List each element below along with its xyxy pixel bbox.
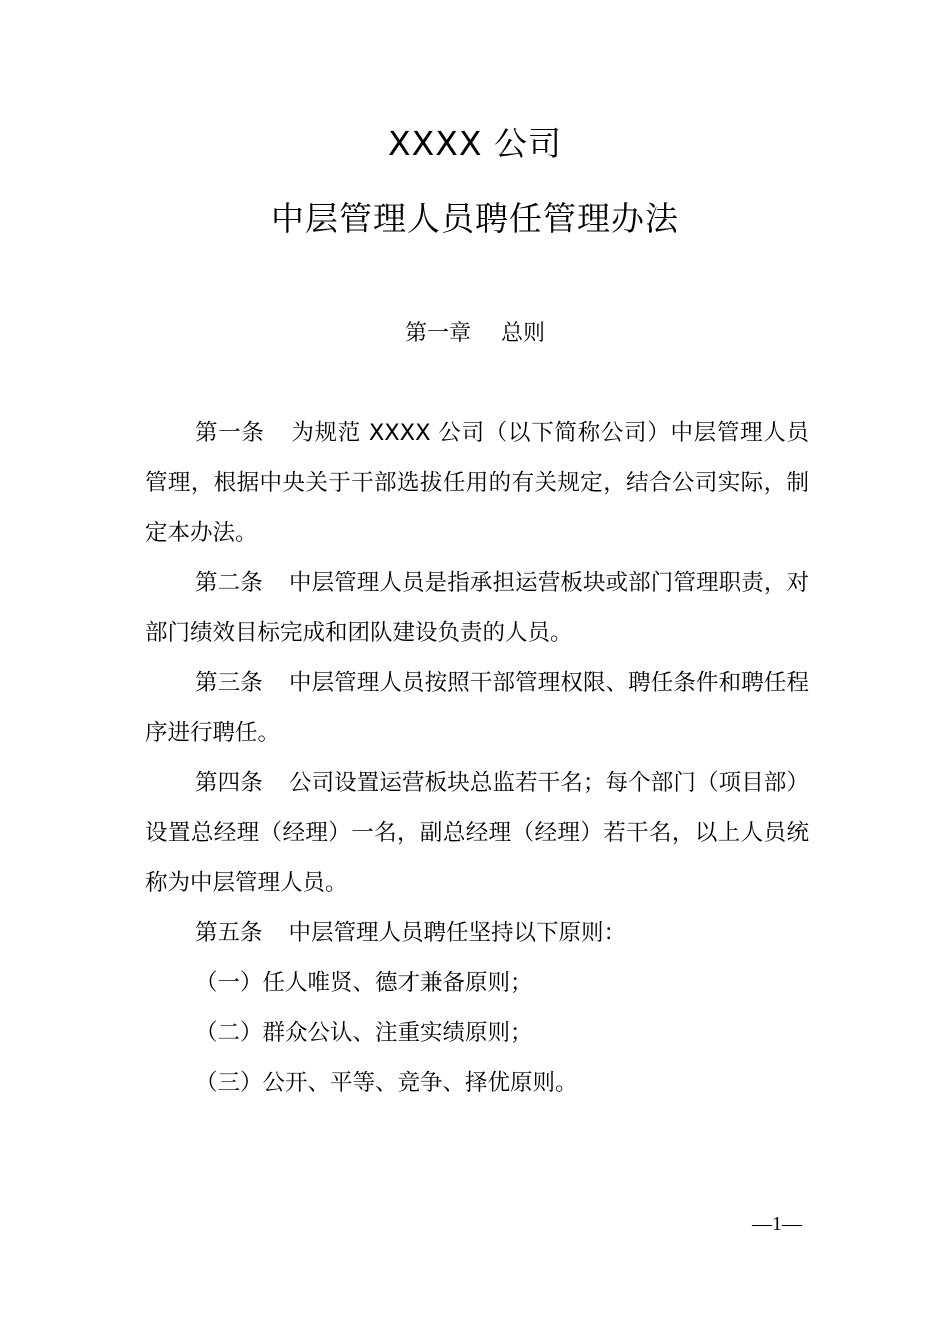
article-2 — [145, 558, 809, 658]
article-label: 第五条 — [195, 920, 263, 946]
article-text: 中层管理人员按照干部管理权限、聘任条件和聘任程序进行聘任。 — [145, 670, 809, 746]
article-1 — [145, 408, 809, 558]
article-3 — [145, 658, 809, 758]
article-text: 公司设置运营板块总监若干名；每个部门（项目部）设置总经理（经理）一名，副总经理（经理）若干名，以上人员统称为中层管理人员。 — [145, 770, 809, 896]
article-5 — [145, 908, 809, 958]
principle-item: （二）群众公认、注重实绩原则； — [195, 1020, 533, 1046]
chapter-heading — [0, 316, 950, 347]
document-body — [145, 408, 809, 1108]
chapter-name: 总则 — [501, 321, 546, 346]
article-label: 第一条 — [195, 420, 265, 446]
document-title-main: 中层管理人员聘任管理办法 — [271, 199, 679, 238]
article-label: 第二条 — [195, 570, 263, 596]
document-title-company: XXXX 公司 — [388, 124, 562, 163]
article-text: 中层管理人员聘任坚持以下原则： — [288, 920, 627, 946]
article-4 — [145, 758, 809, 908]
principle-item: （三）公开、平等、竞争、择优原则。 — [195, 1070, 578, 1096]
article-text: 为规范 XXXX 公司（以下简称公司）中层管理人员管理，根据中央关于干部选拔任用的有关规定，结合公司实际，制定本办法。 — [145, 420, 809, 546]
article-label: 第四条 — [195, 770, 263, 796]
article-text: 中层管理人员是指承担运营板块或部门管理职责，对部门绩效目标完成和团队建设负责的人员。 — [145, 570, 809, 646]
article-label: 第三条 — [195, 670, 263, 696]
chapter-number: 第一章 — [404, 321, 471, 346]
principle-item: （一）任人唯贤、德才兼备原则； — [195, 970, 533, 996]
page-number: —1— — [752, 1213, 802, 1235]
